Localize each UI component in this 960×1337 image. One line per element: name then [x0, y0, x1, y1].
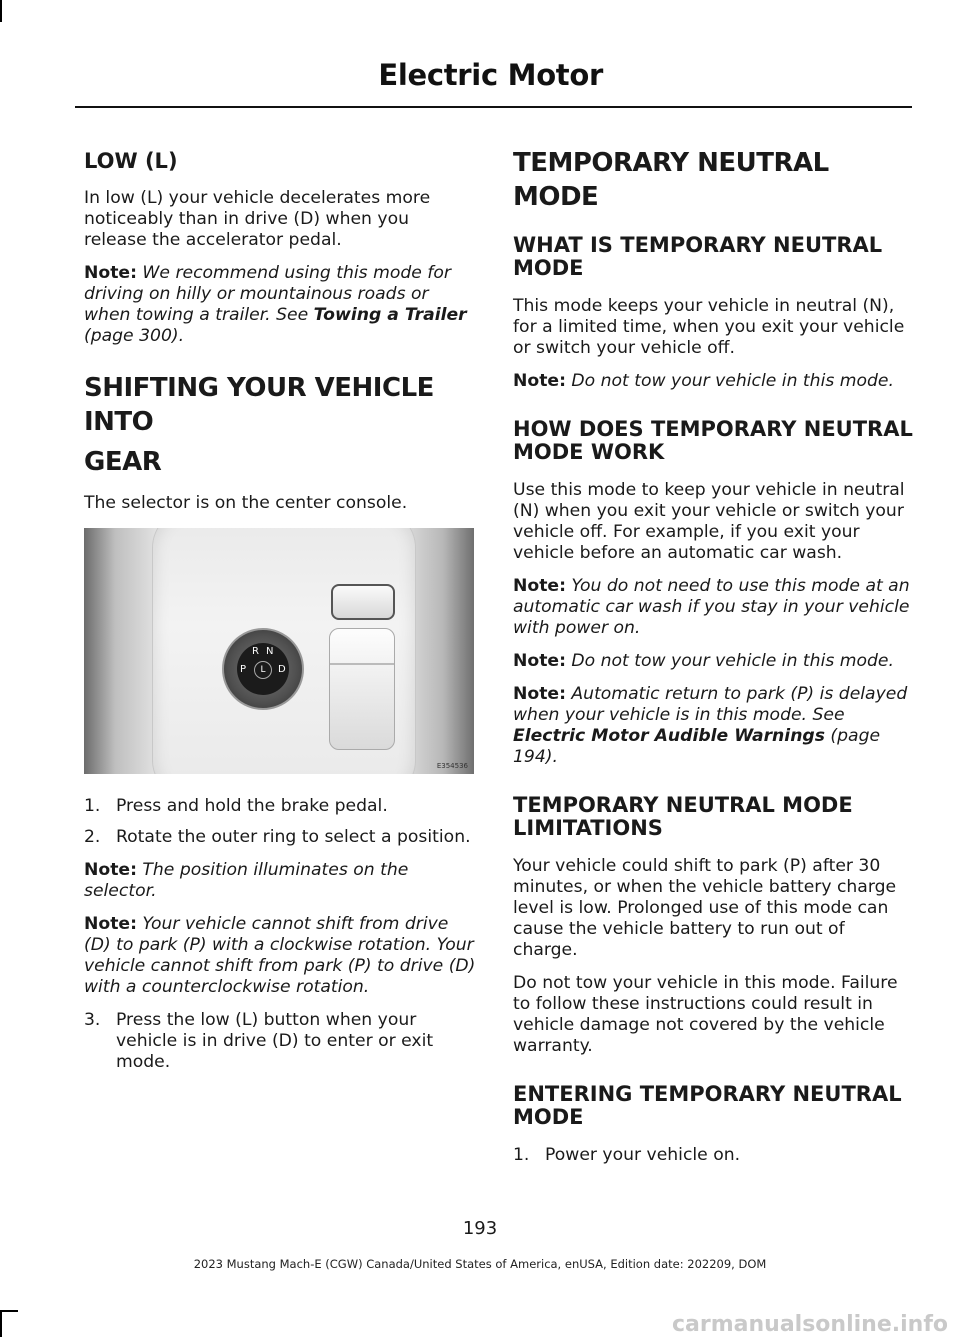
- how-note-2: [513, 651, 913, 672]
- cross-reference-link[interactable]: Towing a Trailer: [313, 305, 467, 325]
- rotary-gear-selector-dial: [222, 628, 304, 710]
- note-label: Note:: [513, 576, 566, 596]
- note-label: Note:: [84, 263, 137, 283]
- dial-letter-d: D: [278, 664, 286, 675]
- console-top-button-image: [331, 584, 395, 620]
- list-item: 1. Press and hold the brake pedal.: [84, 796, 388, 816]
- gear-selector-figure: [84, 528, 474, 774]
- watermark: carmanualsonline.info: [672, 1312, 948, 1337]
- how-tnm-works-heading: HOW DOES TEMPORARY NEUTRAL MODE WORK: [513, 417, 913, 464]
- tnm-limitations-heading: TEMPORARY NEUTRAL MODE LIMITATIONS: [513, 793, 853, 840]
- header-rule: [75, 106, 912, 108]
- note-page-ref: (page 194).: [513, 726, 881, 767]
- limitations-paragraph-1: Your vehicle could shift to park (P) after 30 minutes, or when the vehicle battery charge level is low. Prolonged use of this mode can cause the vehicle battery to run out of charge.: [513, 856, 897, 960]
- entering-tnm-heading: ENTERING TEMPORARY NEUTRAL MODE: [513, 1082, 902, 1129]
- dial-letter-p: P: [240, 664, 247, 675]
- what-paragraph: This mode keeps your vehicle in neutral (N), for a limited time, when you exit your vehicle or switch your vehicle off.: [513, 296, 905, 358]
- shift-steps-list-cont: [84, 1010, 476, 1073]
- enter-steps-list: [513, 1145, 913, 1166]
- note-label: Note:: [513, 651, 566, 671]
- how-paragraph: Use this mode to keep your vehicle in neutral (N) when you exit your vehicle or switch your vehicle off. For example, if you exit your vehicle before an automatic car wash.: [513, 480, 905, 563]
- note-text: The position illuminates on the selector.: [84, 860, 409, 901]
- page-header-title: Electric Motor: [378, 58, 603, 92]
- selector-note-1: [84, 860, 476, 902]
- crop-mark-bottom-left: [0, 1310, 2, 1337]
- note-page-ref: (page 300).: [84, 326, 185, 346]
- note-text: We recommend using this mode for driving on hilly or mountainous roads or when towing a trailer. See: [84, 263, 451, 325]
- edition-footer: 2023 Mustang Mach-E (CGW) Canada/United States of America, enUSA, Edition date: 202209, DOM: [193, 1257, 767, 1271]
- how-note-3: [513, 684, 913, 768]
- note-label: Note:: [513, 684, 566, 704]
- list-item: 2. Rotate the outer ring to select a position.: [84, 827, 471, 847]
- low-paragraph: In low (L) your vehicle decelerates more noticeably than in drive (D) when you release the accelerator pedal.: [84, 188, 431, 250]
- low-heading: LOW (L): [84, 149, 178, 173]
- page-number: 193: [462, 1218, 498, 1239]
- note-text: Do not tow your vehicle in this mode.: [565, 651, 894, 671]
- note-text: Your vehicle cannot shift from drive (D) to park (P) with a clockwise rotation. Your vehicle cannot shift from park (P) to drive (D) with a counterclockwise rotation.: [84, 914, 476, 997]
- limitations-paragraph-2: Do not tow your vehicle in this mode. Failure to follow these instructions could result in vehicle damage not covered by the vehicle warranty.: [513, 973, 898, 1056]
- shifting-heading-line-1: SHIFTING YOUR VEHICLE INTO: [84, 373, 434, 437]
- dial-low-button: L: [254, 661, 272, 679]
- note-label: Note:: [84, 914, 137, 934]
- console-button-block-image: [329, 628, 395, 750]
- figure-code: E354536: [436, 762, 468, 770]
- note-text: Automatic return to park (P) is delayed when your vehicle is in this mode. See: [513, 684, 908, 725]
- list-item: 3. Press the low (L) button when your vehicle is in drive (D) to enter or exit mode.: [84, 1010, 434, 1072]
- what-note: [513, 371, 913, 392]
- shift-steps-list: [84, 796, 476, 848]
- selector-paragraph: The selector is on the center console.: [84, 493, 408, 513]
- dial-face: [237, 643, 289, 695]
- shifting-heading-line-2: GEAR: [84, 447, 162, 477]
- selector-note-2: [84, 914, 476, 998]
- note-label: Note:: [84, 860, 137, 880]
- dial-letter-r: R: [252, 646, 259, 657]
- how-note-1: [513, 576, 913, 639]
- crop-mark-top-left: [0, 0, 2, 22]
- shifting-heading: [84, 371, 476, 479]
- what-is-tnm-heading: WHAT IS TEMPORARY NEUTRAL MODE: [513, 233, 883, 280]
- dial-letter-n: N: [266, 646, 274, 657]
- left-column: [84, 138, 476, 1085]
- note-text: Do not tow your vehicle in this mode.: [565, 371, 894, 391]
- cross-reference-link[interactable]: Electric Motor Audible Warnings: [513, 726, 825, 746]
- tnm-heading: TEMPORARY NEUTRAL MODE: [513, 148, 829, 212]
- low-note: [84, 263, 476, 347]
- right-column: [513, 138, 913, 1178]
- note-text: You do not need to use this mode at an automatic car wash if you stay in your vehicle with power on.: [513, 576, 910, 638]
- crop-mark-bottom-left-h: [0, 1310, 18, 1312]
- note-label: Note:: [513, 371, 566, 391]
- list-item: 1. Power your vehicle on.: [513, 1145, 741, 1165]
